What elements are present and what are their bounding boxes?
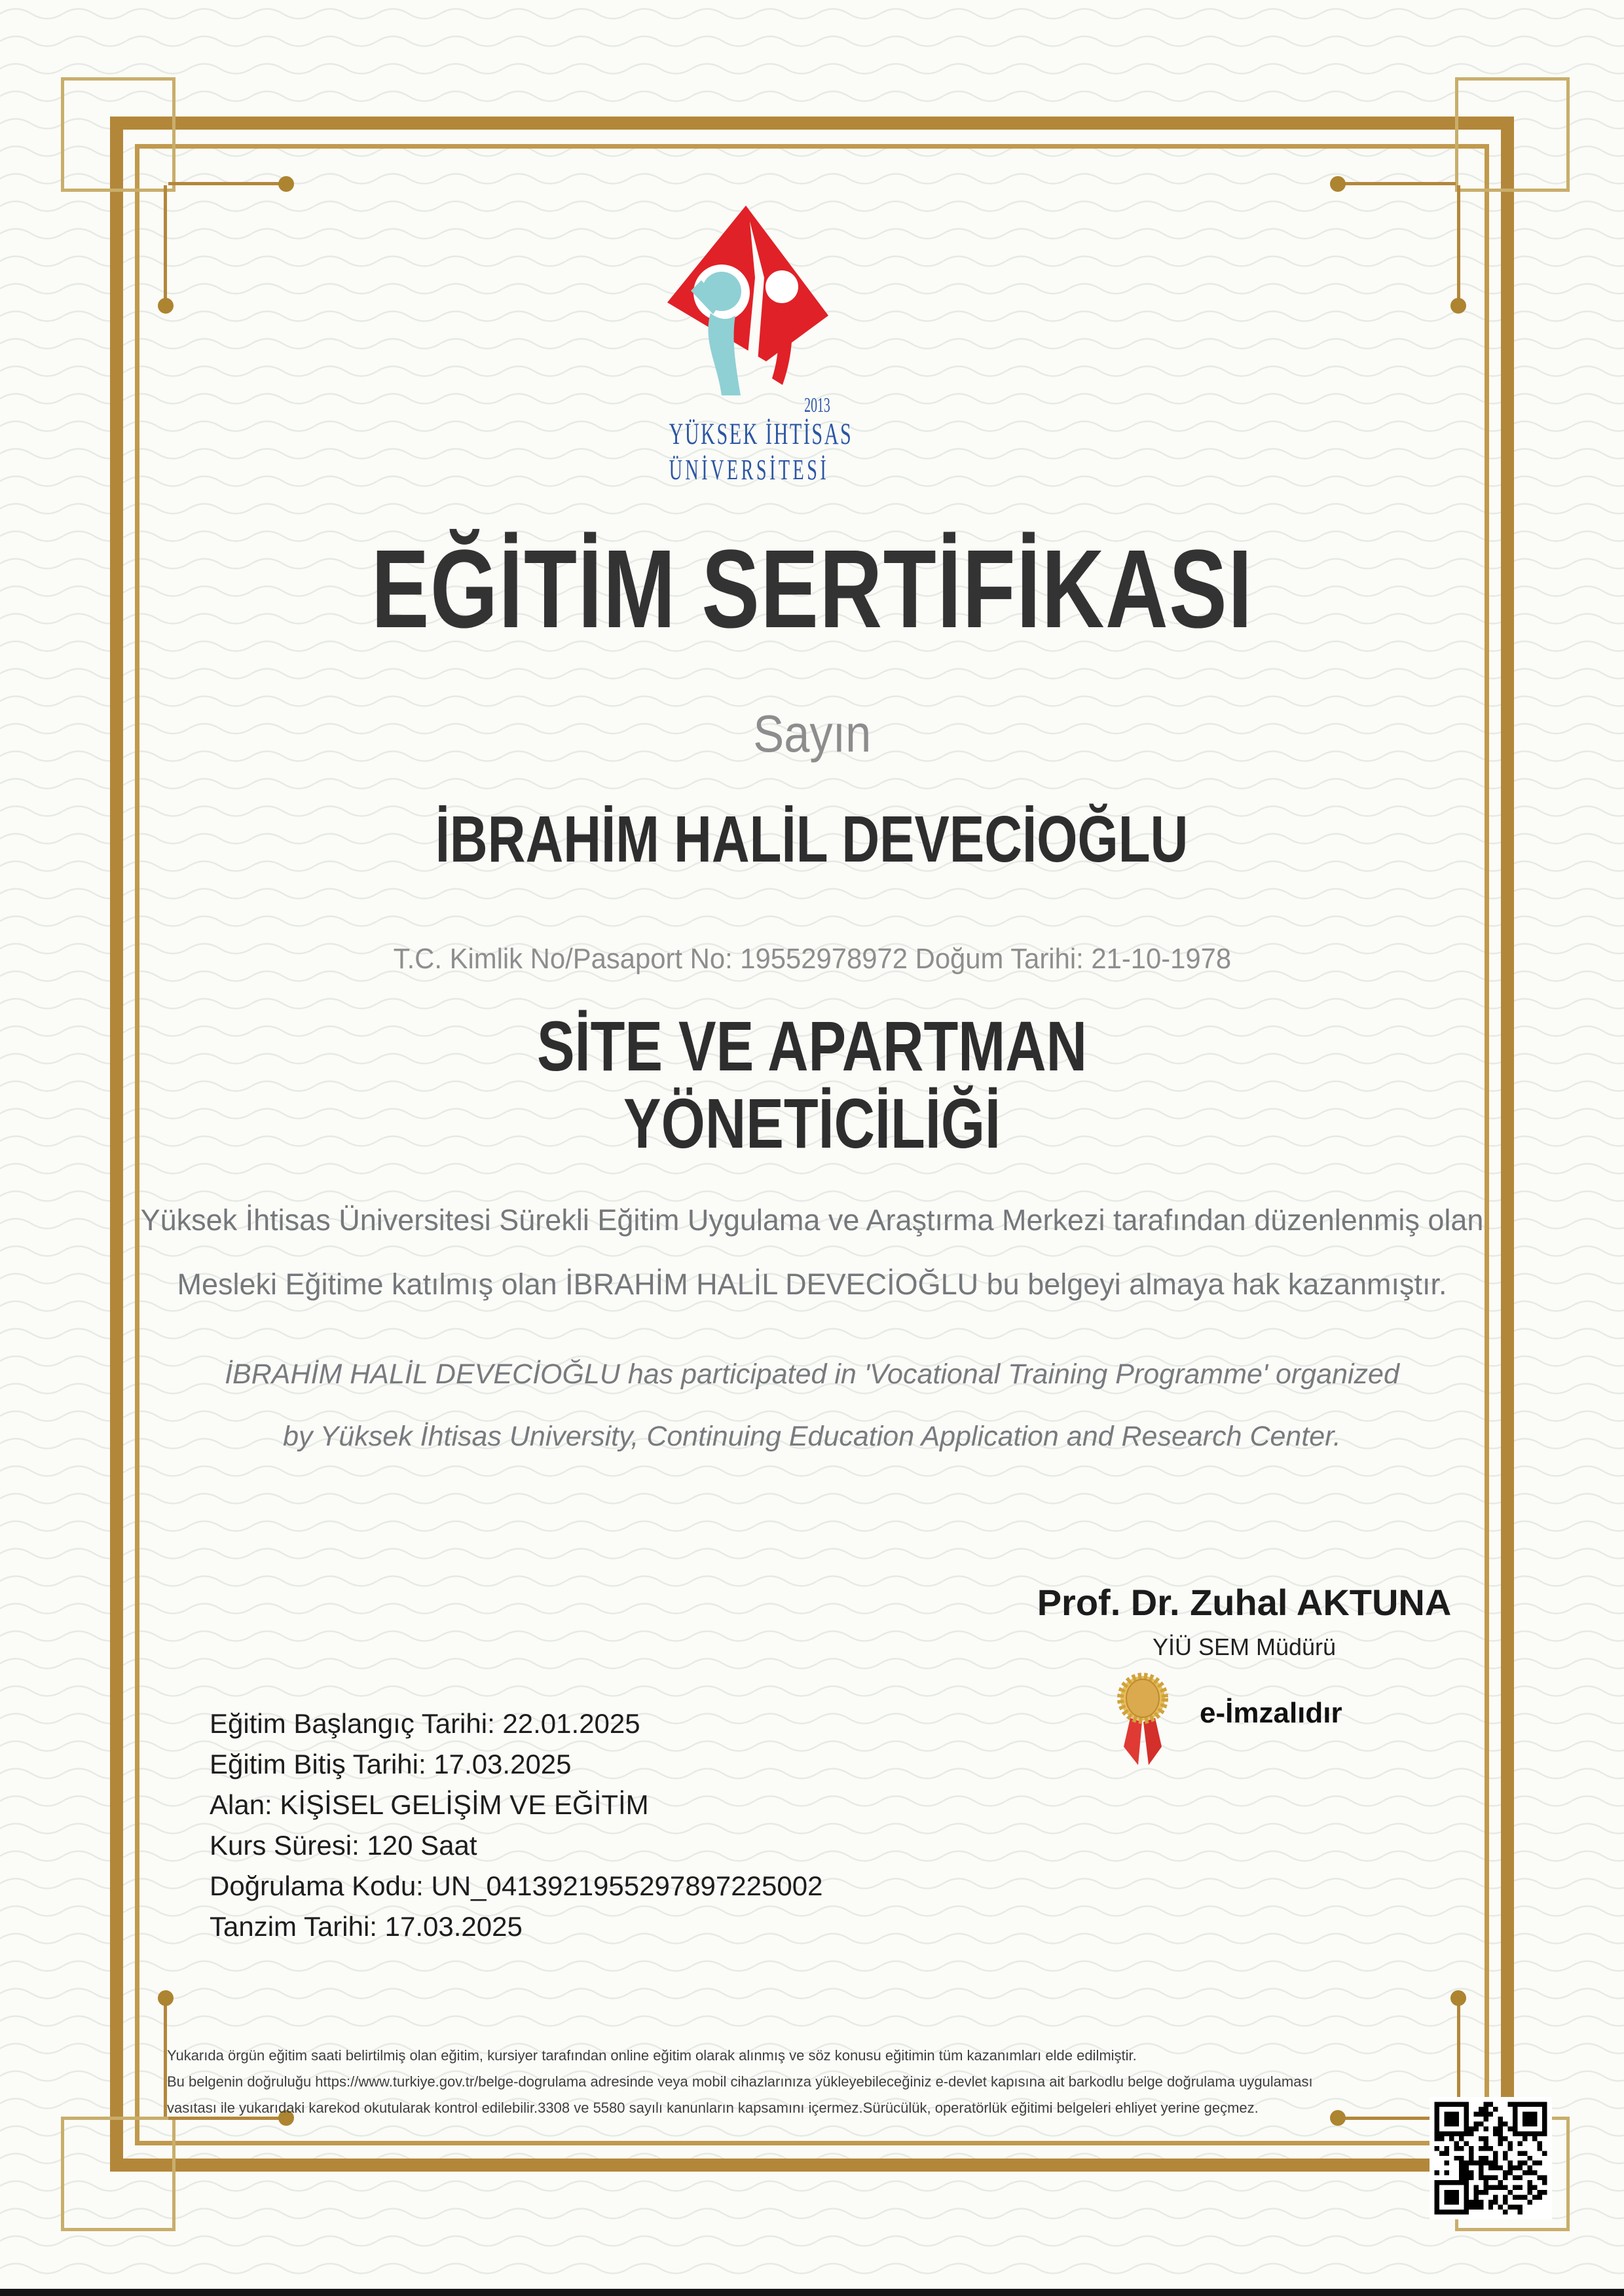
detail-end-date: Eğitim Bitiş Tarihi: 17.03.2025 (210, 1749, 572, 1779)
university-logo (625, 196, 868, 511)
ornament-line (1457, 185, 1460, 306)
body-paragraph-turkish: Yüksek İhtisas Üniversitesi Sürekli Eğitim Uygulama ve Araştırma Merkezi tarafından düzenlenmiş olan Mesleki Eğitime katılmış olan İBRAHİM HALİL DEVECİOĞLU bu belgeyi almaya hak kazanmıştır. (140, 1203, 1484, 1301)
detail-start-date: Eğitim Başlangıç Tarihi: 22.01.2025 (210, 1708, 640, 1739)
ornament-dot (1330, 176, 1346, 192)
detail-duration: Kurs Süresi: 120 Saat (210, 1830, 477, 1861)
ornament-dot (1450, 1990, 1466, 2006)
fine-print-line2: Bu belgenin doğruluğu https://www.turkiye.gov.tr/belge-dogrulama adresinde veya mobil cihazlarınıza yükleyebileceğiniz e-devlet kapısına ait barkodlu belge doğrulama uygulaması (167, 2073, 1313, 2090)
legal-fine-print (167, 2043, 1411, 2121)
course-title-line2: YÖNETİCİLİĞİ (623, 1084, 1001, 1163)
body-paragraph-english: İBRAHİM HALİL DEVECİOĞLU has participated in 'Vocational Training Programme' organized by Yüksek İhtisas University, Continuing Education Application and Research Center. (225, 1358, 1399, 1452)
fine-print-line3: vasıtası ile yukarıdaki karekod okutularak kontrol edilebilir.3308 ve 5580 sayılı kanunların kapsamını içermez.Sürücülük, operatörlük eğitimi belgeleri ehliyet yerine geçmez. (167, 2100, 1259, 2116)
esign-label: e-İmzalıdır (1200, 1697, 1342, 1729)
signatory-name: Prof. Dr. Zuhal AKTUNA (1037, 1582, 1452, 1623)
logo-wordmark-line1: YÜKSEK İHTİSAS (669, 417, 853, 451)
university-logo-icon (659, 204, 833, 401)
course-title-line1: SİTE VE APARTMAN (536, 1006, 1088, 1085)
fine-print-line1: Yukarıda örgün eğitim saati belirtilmiş olan eğitim, kursiyer tarafından online eğitim olarak alınmış ve söz konusu eğitimin tüm kazanımları elde edilmiştir. (167, 2047, 1137, 2064)
ornament-line (164, 185, 167, 306)
ornament-dot (158, 1990, 174, 2006)
ornament-dot (278, 176, 294, 192)
logo-wordmark-line2: ÜNİVERSİTESİ (669, 454, 830, 486)
corner-ornament-bottom-left (61, 2117, 175, 2231)
logo-year: 2013 (804, 393, 830, 416)
gold-seal-icon (1113, 1663, 1172, 1768)
recipient-name: İBRAHİM HALİL DEVECİOĞLU (435, 803, 1189, 876)
course-details-list (210, 1704, 822, 1947)
signatory-title: YİÜ SEM Müdürü (1152, 1633, 1337, 1660)
ornament-line (168, 182, 286, 185)
ornament-dot (1450, 298, 1466, 314)
identity-line: T.C. Kimlik No/Pasaport No: 19552978972 Doğum Tarihi: 21-10-1978 (393, 943, 1231, 975)
qr-code (1430, 2097, 1552, 2219)
ornament-dot (158, 298, 174, 314)
ornament-line (1338, 182, 1456, 185)
corner-ornament-top-left (61, 77, 175, 192)
certificate-title: EĞİTİM SERTİFİKASI (371, 527, 1253, 651)
detail-field: Alan: KİŞİSEL GELİŞİM VE EĞİTİM (210, 1789, 649, 1820)
salutation: Sayın (752, 704, 872, 763)
scan-edge-bar (0, 2289, 1624, 2296)
detail-issue-date: Tanzim Tarihi: 17.03.2025 (210, 1911, 523, 1942)
detail-verification-code: Doğrulama Kodu: UN_0413921955297897225002 (210, 1870, 823, 1901)
corner-ornament-top-right (1455, 77, 1570, 192)
